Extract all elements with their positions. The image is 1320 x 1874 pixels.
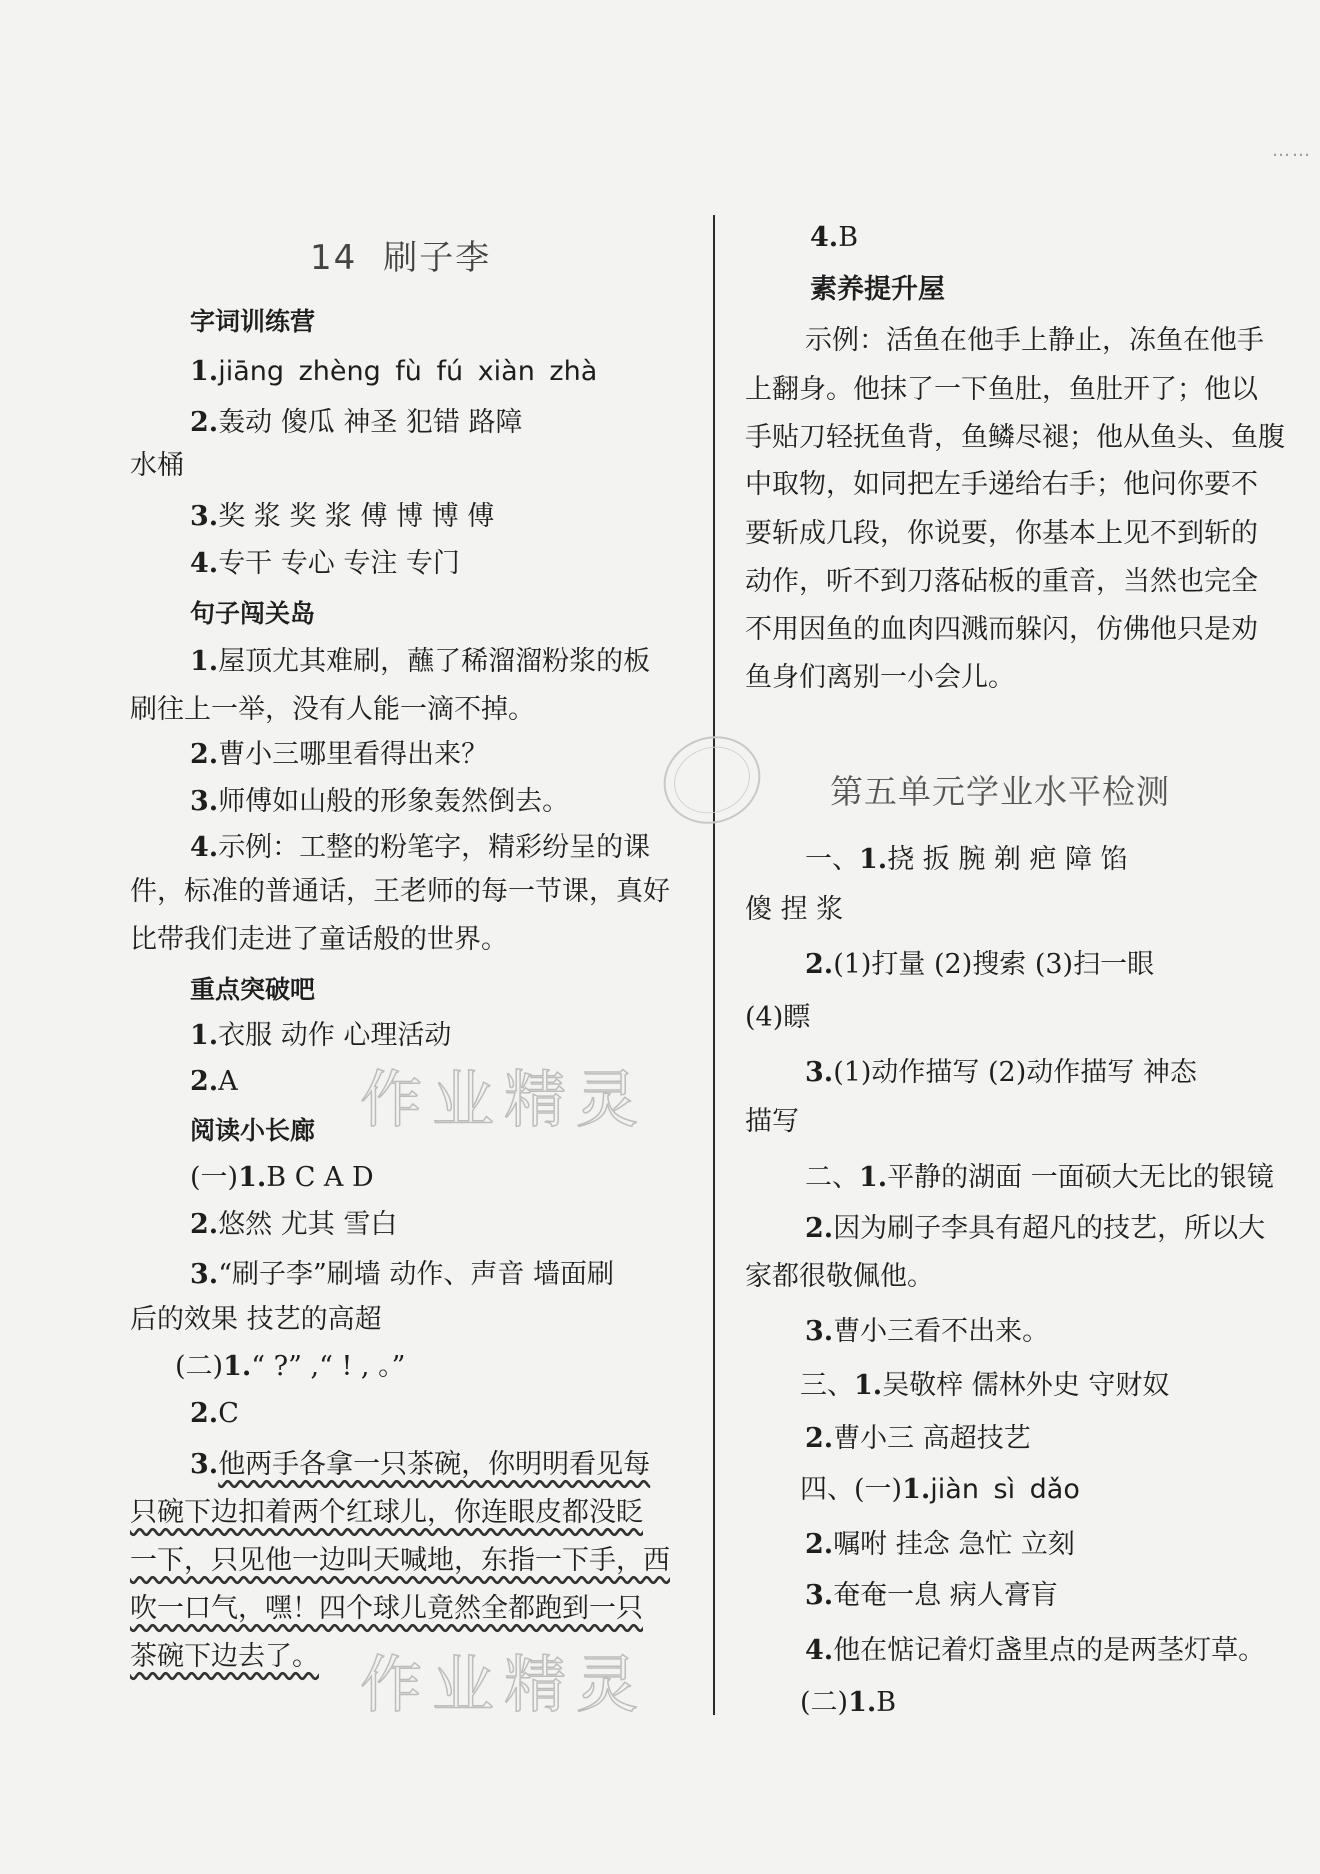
answer-line: 2.因为刷子李具有超凡的技艺，所以大: [805, 1213, 1266, 1244]
answer-line: 件，标准的普通话，王老师的每一节课，真好: [130, 876, 670, 907]
answer-line: 手贴刀轻抚鱼背，鱼鳞尽褪；他从鱼头、鱼腹: [745, 422, 1285, 453]
answer-line: (一)1.B C A D: [190, 1162, 374, 1193]
answer-line: 鱼身们离别一小会儿。: [745, 662, 1015, 693]
answer-line: 1.jiāng zhèng fù fú xiàn zhà: [190, 356, 598, 387]
answer-line: 傻 捏 浆: [745, 894, 844, 925]
section-heading: 素养提升屋: [810, 274, 945, 305]
answer-line: 2.悠然 尤其 雪白: [190, 1209, 398, 1240]
column-divider: [713, 215, 715, 1715]
section-heading: 字词训练营: [190, 307, 316, 336]
answer-line: 水桶: [130, 450, 184, 481]
answer-line: 二、1.平静的湖面 一面硕大无比的银镜: [805, 1162, 1274, 1193]
answer-line: 2.(1)打量 (2)搜索 (3)扫一眼: [805, 949, 1155, 980]
answer-line: 比带我们走进了童话般的世界。: [130, 924, 508, 955]
answer-line: 三、1.吴敬梓 儒林外史 守财奴: [800, 1370, 1170, 1401]
lesson-number: 14: [310, 238, 358, 278]
answer-line: 上翻身。他抹了一下鱼肚，鱼肚开了；他以: [745, 374, 1258, 405]
answer-line: 不用因鱼的血肉四溅而躲闪，仿佛他只是劝: [745, 614, 1258, 645]
answer-line: 2.C: [190, 1398, 239, 1429]
answer-line: (二)1.“ ?” ,“ ! , 。”: [175, 1351, 406, 1382]
answer-line: 4.B: [810, 222, 859, 253]
section-heading: 句子闯关岛: [190, 599, 316, 628]
answer-line: 示例：活鱼在他手上静止，冻鱼在他手: [805, 325, 1264, 356]
answer-line: 要斩成几段，你说要，你基本上见不到斩的: [745, 518, 1258, 549]
answer-line: 描写: [745, 1106, 799, 1137]
unit-title: 第五单元学业水平检测: [830, 772, 1170, 811]
answer-line: 3.(1)动作描写 (2)动作描写 神态: [805, 1057, 1197, 1088]
answer-line: 动作，听不到刀落砧板的重音，当然也完全: [745, 566, 1258, 597]
answer-line: 2.曹小三 高超技艺: [805, 1423, 1031, 1454]
answer-line: 四、(一)1.jiàn sì dǎo: [800, 1474, 1080, 1505]
answer-line: 2.轰动 傻瓜 神圣 犯错 路障: [190, 407, 523, 438]
answer-line: 1.屋顶尤其难刷，蘸了稀溜溜粉浆的板: [190, 646, 651, 677]
corner-dots: ……: [1272, 140, 1312, 161]
watermark: 作业精灵: [360, 1063, 649, 1136]
answer-line: 1.衣服 动作 心理活动: [190, 1020, 452, 1051]
answer-line: 3.奖 浆 奖 浆 傅 博 博 傅: [190, 501, 495, 532]
answer-line: 3.曹小三看不出来。: [805, 1316, 1050, 1347]
section-heading: 阅读小长廊: [190, 1116, 316, 1145]
answer-line: 2.曹小三哪里看得出来？: [190, 739, 489, 770]
answer-line: 4.示例：工整的粉笔字，精彩纷呈的课: [190, 832, 651, 863]
answer-line: 4.他在惦记着灯盏里点的是两茎灯草。: [805, 1635, 1266, 1666]
answer-line: 后的效果 技艺的高超: [130, 1304, 382, 1335]
lesson-title: [310, 230, 491, 279]
answer-line: (二)1.B: [800, 1687, 897, 1718]
answer-line: 3.他两手各拿一只茶碗，你明明看见每: [190, 1449, 651, 1480]
answer-line: 只碗下边扣着两个红球儿，你连眼皮都没眨: [130, 1497, 643, 1528]
section-heading: 重点突破吧: [190, 975, 316, 1004]
answer-line: (4)瞟: [745, 1002, 811, 1033]
answer-line: 3.师傅如山般的形象轰然倒去。: [190, 786, 570, 817]
watermark-stamp-icon: [652, 720, 772, 840]
answer-line: 吹一口气，嘿！四个球儿竟然全都跑到一只: [130, 1593, 643, 1624]
answer-line: 中取物，如同把左手递给右手；他问你要不: [745, 469, 1258, 500]
answer-line: 3.奄奄一息 病人膏肓: [805, 1580, 1058, 1611]
answer-line: 2.A: [190, 1066, 238, 1097]
answer-line: 茶碗下边去了。: [130, 1641, 319, 1672]
answer-line: 4.专干 专心 专注 专门: [190, 548, 460, 579]
answer-line: 刷往上一举，没有人能一滴不掉。: [130, 694, 535, 725]
answer-line: 一、1.挠 扳 腕 剃 疤 障 馅: [805, 844, 1128, 875]
watermark: 作业精灵: [360, 1648, 649, 1721]
answer-line: 2.嘱咐 挂念 急忙 立刻: [805, 1529, 1075, 1560]
answer-line: 一下，只见他一边叫天喊地，东指一下手，西: [130, 1545, 670, 1576]
answer-line: 3.“刷子李”刷墙 动作、声音 墙面刷: [190, 1259, 614, 1290]
answer-line: 家都很敬佩他。: [745, 1261, 934, 1292]
lesson-name: 刷子李: [383, 238, 492, 278]
